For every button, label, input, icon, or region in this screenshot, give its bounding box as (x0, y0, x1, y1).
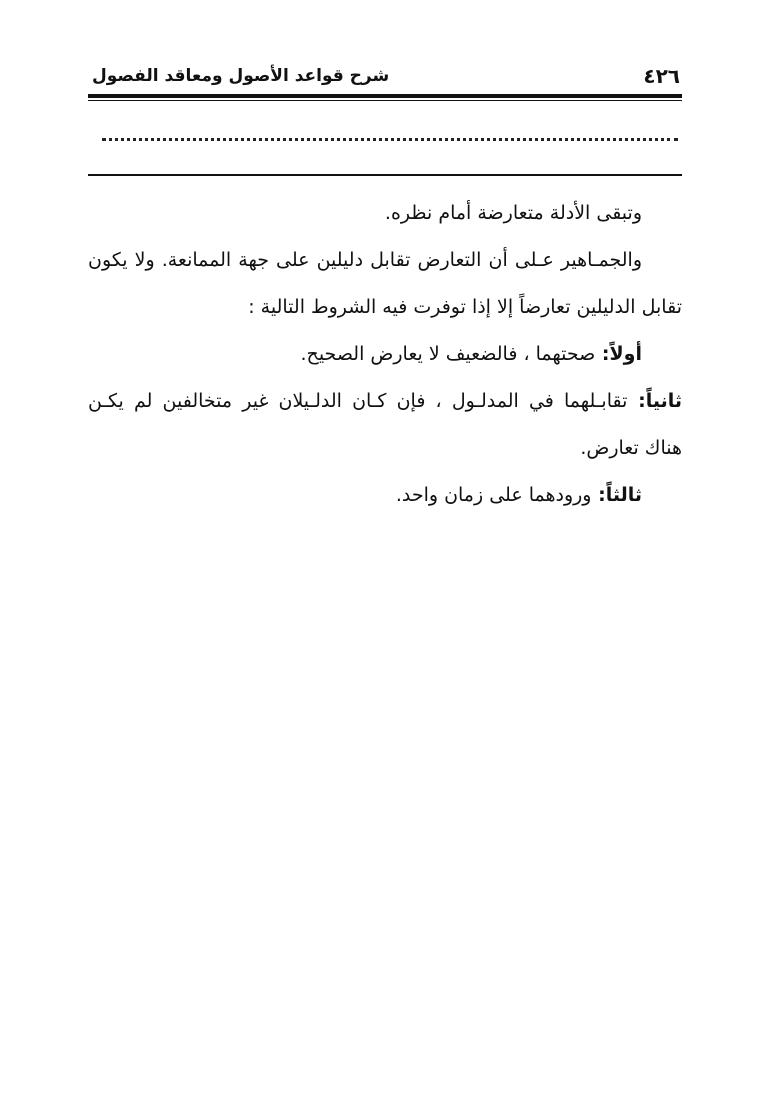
condition-colon: : (591, 484, 606, 506)
separator-rule (88, 174, 682, 176)
page-header (88, 58, 682, 94)
condition-colon: : (627, 390, 646, 412)
condition-line (88, 472, 682, 519)
condition-label: ثانياً (645, 390, 682, 412)
running-title: شرح قواعد الأصول ومعاقد الفصول (92, 66, 390, 86)
page-number: ٤٢٦ (643, 64, 680, 88)
header-rule-thin (88, 100, 682, 101)
header-rule (88, 94, 682, 98)
text-body (88, 190, 682, 519)
paragraph-line: تقابل الدليلين تعارضاً إلا إذا توفرت فيه الشروط التالية : (248, 296, 682, 318)
condition-text: صحتهما ، فالضعيف لا يعارض الصحيح. (300, 343, 596, 365)
condition-label: ثالثاً (605, 484, 642, 506)
condition-line (88, 331, 682, 378)
paragraph-line: وتبقى الأدلة متعارضة أمام نظره. (384, 202, 642, 224)
condition-colon: : (595, 343, 610, 365)
condition-line (88, 378, 682, 425)
condition-label: أولاً (609, 343, 642, 365)
condition-text: ورودهما على زمان واحد. (395, 484, 592, 506)
paragraph-line: هناك تعارض. (580, 437, 682, 459)
paragraph-line: والجمـاهير عـلى أن التعارض تقابل دليلين على جهة الممانعة. ولا يكون (88, 249, 642, 271)
dotted-line (102, 138, 678, 141)
condition-text: تقابـلهما في المدلـول ، فإن كـان الدلـيلان غير متخالفين لم يكـن (88, 390, 628, 412)
